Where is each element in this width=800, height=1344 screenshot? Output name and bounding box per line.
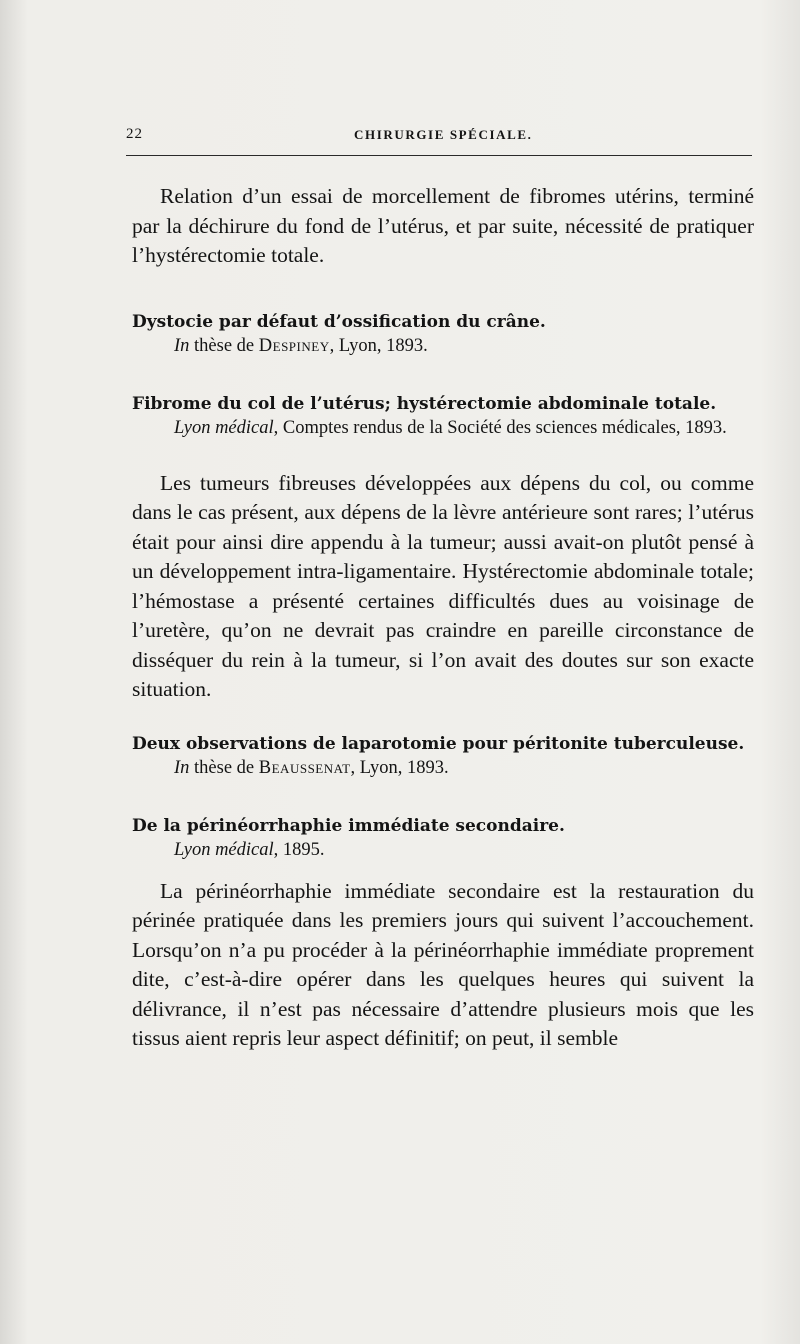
citation-italic: Lyon médical (174, 839, 274, 860)
citation-text: , 1895. (273, 839, 325, 860)
citation-italic: In (174, 335, 190, 356)
page-header (126, 126, 752, 150)
citation-text: , Lyon, 1893. (329, 335, 428, 356)
running-title: CHIRURGIE SPÉCIALE. (354, 127, 533, 142)
header-rule (126, 155, 752, 156)
entry-title-fibrome: Fibrome du col de l’utérus; hystérectomie abdominale totale. (132, 393, 717, 414)
entry-citation-perineorrhaphie (132, 838, 754, 863)
page-content (132, 182, 754, 1054)
entry-citation-laparotomie (132, 756, 754, 781)
citation-italic: In (174, 757, 190, 778)
citation-text: thèse de (189, 757, 259, 778)
entry-title-dystocie: Dystocie par défaut d’ossification du crâne. (132, 311, 546, 332)
entry-citation-dystocie (132, 334, 754, 359)
fibrome-paragraph: Les tumeurs fibreuses développées aux dépens du col, ou comme dans le cas présent, aux dépens de la lèvre antérieure sont rares; l’utérus était pour ainsi dire appendu à la tumeur; aussi avait-on plutôt pensé à un développement intra-ligamentaire. Hystérectomie abdominale totale; l’hémostase a présenté certaines difficultés dues au voisinage de l’uretère, qu’on ne devrait pas craindre en pareille circonstance de disséquer du rein à la tumeur, si l’on avait des doutes sur son exacte situation. (132, 470, 754, 701)
citation-text: thèse de (189, 335, 259, 356)
entry-title-perineorrhaphie: De la périnéorrhaphie immédiate secondaire. (132, 815, 565, 836)
entry-citation-fibrome (132, 416, 754, 441)
perineorrhaphie-paragraph: La périnéorrhaphie immédiate secondaire est la restauration du périnée pratiquée dans les premiers jours qui suivent l’accouchement. Lorsqu’on n’a pu procéder à la périnéorrhaphie immédiate proprement dite, c’est-à-dire opérer dans les quelques heures qui suivent la délivrance, il n’est pas nécessaire d’attendre plusieurs mois que les tissus aient repris leur aspect définitif; on peut, il semble (132, 878, 754, 1050)
citation-author: Despiney (258, 335, 330, 356)
citation-italic: Lyon médical (174, 417, 274, 438)
citation-author: Beaussenat (258, 757, 351, 778)
intro-paragraph: Relation d’un essai de morcellement de fibromes utérins, terminé par la déchirure du fond de l’utérus, et par suite, nécessité de pratiquer l’hystérectomie totale. (132, 184, 754, 267)
entry-title-laparotomie: Deux observations de laparotomie pour péritonite tuberculeuse. (132, 733, 745, 754)
page-number: 22 (126, 126, 143, 142)
citation-text: , Comptes rendus de la Société des sciences médicales, 1893. (273, 417, 727, 438)
citation-text: , Lyon, 1893. (350, 757, 449, 778)
